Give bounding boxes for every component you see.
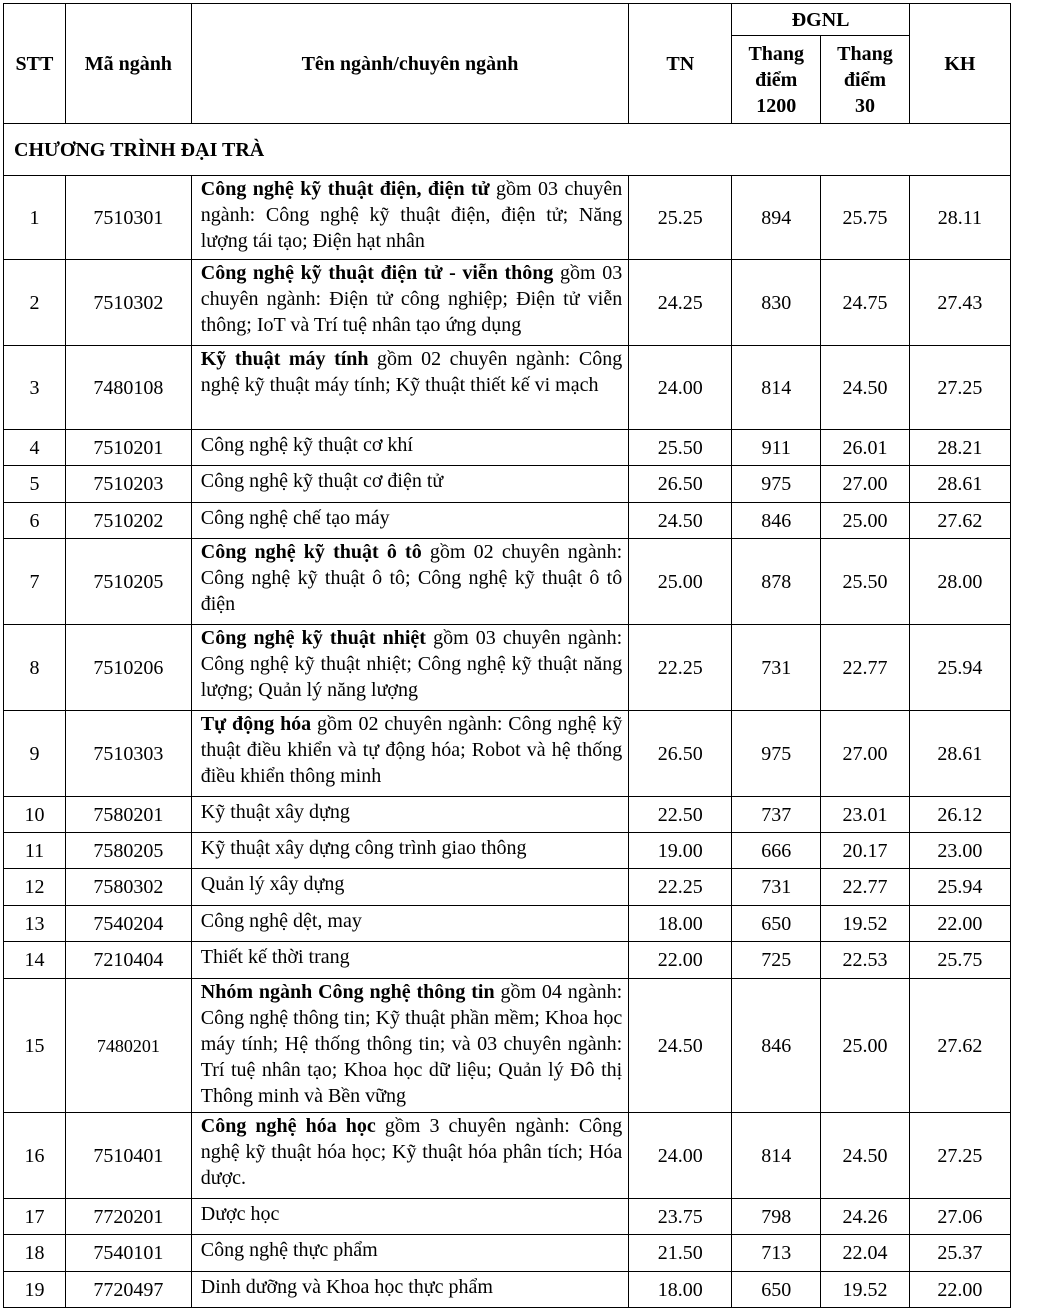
cell-kh: 28.11	[909, 176, 1010, 260]
cell-kh: 28.61	[909, 711, 1010, 797]
cell-tn: 22.00	[629, 942, 732, 979]
header-stt: STT	[4, 4, 66, 124]
header-dgnl: ĐGNL	[732, 4, 909, 36]
program-name-bold: Công nghệ hóa học	[200, 1115, 376, 1137]
cell-tn: 22.25	[629, 625, 732, 711]
cell-dgnl-1200: 737	[732, 797, 821, 833]
program-description: gồm 03 chuyên ngành: Công nghệ kỹ thuật điện, điện tử; Năng lượng tái tạo; Điện hạt nhân	[200, 178, 623, 252]
cell-stt: 3	[4, 346, 66, 430]
cell-tn: 19.00	[629, 833, 732, 869]
program-description: gồm 03 chuyên ngành: Công nghệ kỹ thuật nhiệt; Công nghệ kỹ thuật năng lượng; Quản lý năng lượng	[200, 627, 623, 701]
cell-stt: 2	[4, 260, 66, 346]
cell-kh: 26.12	[909, 797, 1010, 833]
header-thang-1200-line1: Thang	[748, 42, 805, 65]
cell-ma-nganh: 7580205	[65, 833, 191, 869]
cell-dgnl-30: 24.75	[821, 260, 910, 346]
program-description: Công nghệ kỹ thuật cơ khí	[200, 434, 413, 456]
cell-ten-nganh	[191, 833, 628, 869]
cell-ten-nganh	[191, 625, 628, 711]
table-row	[4, 430, 1011, 466]
cell-dgnl-30: 19.52	[821, 906, 910, 942]
cell-dgnl-1200: 666	[732, 833, 821, 869]
cell-tn: 23.75	[629, 1199, 732, 1235]
table-row	[4, 1199, 1011, 1235]
cell-stt: 17	[4, 1199, 66, 1235]
cell-kh: 27.25	[909, 346, 1010, 430]
cell-ma-nganh: 7480108	[65, 346, 191, 430]
cell-dgnl-30: 25.00	[821, 979, 910, 1113]
cell-stt: 16	[4, 1113, 66, 1199]
cell-stt: 14	[4, 942, 66, 979]
cell-ma-nganh: 7580201	[65, 797, 191, 833]
cell-dgnl-1200: 798	[732, 1199, 821, 1235]
cell-ma-nganh: 7510301	[65, 176, 191, 260]
cell-dgnl-30: 23.01	[821, 797, 910, 833]
table-row	[4, 260, 1011, 346]
cell-dgnl-1200: 878	[732, 539, 821, 625]
cell-dgnl-30: 20.17	[821, 833, 910, 869]
program-description: gồm 02 chuyên ngành: Công nghệ kỹ thuật điều khiển và tự động hóa; Robot và hệ thống điều khiển thông minh	[200, 713, 623, 787]
header-thang-30-line3: 30	[854, 94, 875, 117]
header-thang-1200-line3: 1200	[756, 94, 797, 117]
cell-ten-nganh	[191, 466, 628, 503]
cell-tn: 24.50	[629, 979, 732, 1113]
program-name-bold: Kỹ thuật máy tính	[200, 348, 369, 370]
table-row	[4, 539, 1011, 625]
program-description: Công nghệ chế tạo máy	[200, 507, 390, 529]
header-tn: TN	[629, 4, 732, 124]
table-row	[4, 942, 1011, 979]
cell-stt: 5	[4, 466, 66, 503]
cell-dgnl-1200: 814	[732, 1113, 821, 1199]
header-kh: KH	[909, 4, 1010, 124]
cell-stt: 19	[4, 1272, 66, 1308]
cell-ten-nganh	[191, 1199, 628, 1235]
cell-tn: 24.00	[629, 346, 732, 430]
cell-ma-nganh: 7540101	[65, 1235, 191, 1272]
cell-dgnl-1200: 975	[732, 466, 821, 503]
cell-kh: 22.00	[909, 906, 1010, 942]
table-row	[4, 979, 1011, 1113]
cell-dgnl-30: 27.00	[821, 711, 910, 797]
table-row	[4, 833, 1011, 869]
cell-ten-nganh	[191, 1113, 628, 1199]
cell-ma-nganh: 7510303	[65, 711, 191, 797]
cell-tn: 26.50	[629, 711, 732, 797]
program-description: gồm 04 ngành: Công nghệ thông tin; Kỹ thuật phần mềm; Khoa học máy tính; Hệ thống thông tin; và 03 chuyên ngành: Trí tuệ nhân tạo; Khoa học dữ liệu; Quản lý Đô thị Thông minh và Bền vững	[200, 981, 623, 1107]
cell-kh: 25.94	[909, 625, 1010, 711]
header-thang-30-line1: Thang	[837, 42, 893, 65]
cell-dgnl-1200: 731	[732, 625, 821, 711]
table-row	[4, 503, 1011, 539]
cell-dgnl-30: 25.50	[821, 539, 910, 625]
program-description: Thiết kế thời trang	[200, 946, 350, 968]
cell-dgnl-30: 24.50	[821, 346, 910, 430]
cell-dgnl-1200: 814	[732, 346, 821, 430]
program-name-bold: Công nghệ kỹ thuật điện tử - viễn thông	[200, 262, 554, 284]
cell-ten-nganh	[191, 1272, 628, 1308]
program-description: Kỹ thuật xây dựng	[200, 801, 350, 823]
program-name-bold: Công nghệ kỹ thuật nhiệt	[200, 627, 426, 649]
cell-ten-nganh	[191, 797, 628, 833]
cell-ten-nganh	[191, 711, 628, 797]
cell-tn: 25.25	[629, 176, 732, 260]
cell-dgnl-1200: 650	[732, 1272, 821, 1308]
cell-ten-nganh	[191, 979, 628, 1113]
cell-ten-nganh	[191, 942, 628, 979]
cell-tn: 22.25	[629, 869, 732, 906]
cell-kh: 27.25	[909, 1113, 1010, 1199]
cell-kh: 25.94	[909, 869, 1010, 906]
cell-kh: 28.00	[909, 539, 1010, 625]
table-row	[4, 797, 1011, 833]
program-name-bold: Tự động hóa	[200, 713, 312, 735]
cell-stt: 13	[4, 906, 66, 942]
cell-dgnl-1200: 713	[732, 1235, 821, 1272]
table-row	[4, 1113, 1011, 1199]
cell-dgnl-1200: 830	[732, 260, 821, 346]
program-description: gồm 03 chuyên ngành: Điện tử công nghiệp; Điện tử viễn thông; IoT và Trí tuệ nhân tạo ứng dụng	[200, 262, 623, 336]
program-description: Kỹ thuật xây dựng công trình giao thông	[200, 837, 527, 859]
cell-kh: 28.61	[909, 466, 1010, 503]
cell-kh: 23.00	[909, 833, 1010, 869]
cell-tn: 22.50	[629, 797, 732, 833]
cell-ten-nganh	[191, 503, 628, 539]
cell-ma-nganh: 7210404	[65, 942, 191, 979]
cell-dgnl-30: 22.53	[821, 942, 910, 979]
header-ma-nganh: Mã ngành	[65, 4, 191, 124]
cell-tn: 18.00	[629, 1272, 732, 1308]
table-body	[4, 124, 1011, 1308]
cell-ten-nganh	[191, 539, 628, 625]
cell-kh: 28.21	[909, 430, 1010, 466]
cell-stt: 12	[4, 869, 66, 906]
header-thang-30-line2: điểm	[843, 68, 887, 91]
cell-ma-nganh: 7720497	[65, 1272, 191, 1308]
cell-dgnl-30: 26.01	[821, 430, 910, 466]
program-description: Công nghệ dệt, may	[200, 910, 362, 932]
cell-kh: 27.62	[909, 503, 1010, 539]
cell-ten-nganh	[191, 176, 628, 260]
cell-dgnl-1200: 975	[732, 711, 821, 797]
program-name-bold: Nhóm ngành Công nghệ thông tin	[200, 981, 495, 1003]
cell-ma-nganh: 7510202	[65, 503, 191, 539]
program-description: Công nghệ thực phẩm	[200, 1239, 378, 1261]
cell-ma-nganh: 7510206	[65, 625, 191, 711]
program-description: gồm 3 chuyên ngành: Công nghệ kỹ thuật hóa học; Kỹ thuật hóa phân tích; Hóa dược.	[200, 1115, 623, 1189]
cell-tn: 26.50	[629, 466, 732, 503]
cell-ten-nganh	[191, 869, 628, 906]
cell-ten-nganh	[191, 430, 628, 466]
header-thang-30	[821, 36, 910, 124]
cell-dgnl-30: 25.75	[821, 176, 910, 260]
table-row	[4, 346, 1011, 430]
cell-ma-nganh: 7510203	[65, 466, 191, 503]
header-ten-nganh: Tên ngành/chuyên ngành	[191, 4, 628, 124]
cell-kh: 22.00	[909, 1272, 1010, 1308]
admission-score-table	[3, 3, 1011, 1308]
cell-tn: 21.50	[629, 1235, 732, 1272]
cell-stt: 6	[4, 503, 66, 539]
section-title: CHƯƠNG TRÌNH ĐẠI TRÀ	[4, 124, 1011, 176]
cell-dgnl-1200: 846	[732, 503, 821, 539]
cell-ten-nganh	[191, 346, 628, 430]
table-row	[4, 1235, 1011, 1272]
cell-dgnl-30: 19.52	[821, 1272, 910, 1308]
table-row	[4, 906, 1011, 942]
cell-dgnl-30: 22.04	[821, 1235, 910, 1272]
cell-kh: 27.62	[909, 979, 1010, 1113]
cell-stt: 7	[4, 539, 66, 625]
cell-kh: 25.37	[909, 1235, 1010, 1272]
table-row	[4, 625, 1011, 711]
cell-tn: 24.25	[629, 260, 732, 346]
table-row	[4, 711, 1011, 797]
cell-ma-nganh: 7510302	[65, 260, 191, 346]
cell-ten-nganh	[191, 906, 628, 942]
cell-dgnl-30: 25.00	[821, 503, 910, 539]
table-row	[4, 1272, 1011, 1308]
program-name-bold: Công nghệ kỹ thuật điện, điện tử	[200, 178, 490, 200]
cell-kh: 25.75	[909, 942, 1010, 979]
program-description: Quản lý xây dựng	[200, 873, 345, 895]
table-row	[4, 869, 1011, 906]
cell-ma-nganh: 7510201	[65, 430, 191, 466]
cell-dgnl-30: 22.77	[821, 869, 910, 906]
cell-ma-nganh: 7540204	[65, 906, 191, 942]
cell-stt: 15	[4, 979, 66, 1113]
cell-kh: 27.43	[909, 260, 1010, 346]
cell-kh: 27.06	[909, 1199, 1010, 1235]
cell-tn: 25.00	[629, 539, 732, 625]
cell-dgnl-30: 24.50	[821, 1113, 910, 1199]
program-description: gồm 02 chuyên ngành: Công nghệ kỹ thuật máy tính; Kỹ thuật thiết kế vi mạch	[200, 348, 623, 396]
cell-ma-nganh: 7580302	[65, 869, 191, 906]
table-row	[4, 466, 1011, 503]
cell-stt: 8	[4, 625, 66, 711]
cell-ten-nganh	[191, 260, 628, 346]
cell-dgnl-1200: 650	[732, 906, 821, 942]
header-thang-1200-line2: điểm	[755, 68, 798, 91]
cell-tn: 18.00	[629, 906, 732, 942]
cell-dgnl-30: 27.00	[821, 466, 910, 503]
cell-dgnl-30: 24.26	[821, 1199, 910, 1235]
cell-stt: 1	[4, 176, 66, 260]
cell-stt: 4	[4, 430, 66, 466]
cell-dgnl-1200: 911	[732, 430, 821, 466]
program-description: Công nghệ kỹ thuật cơ điện tử	[200, 470, 444, 492]
header-thang-1200	[732, 36, 821, 124]
table-row	[4, 176, 1011, 260]
table-header	[4, 4, 1011, 124]
cell-stt: 9	[4, 711, 66, 797]
cell-ma-nganh: 7480201	[65, 979, 191, 1113]
program-description: gồm 02 chuyên ngành: Công nghệ kỹ thuật ô tô; Công nghệ kỹ thuật ô tô điện	[200, 541, 623, 615]
cell-ma-nganh: 7510401	[65, 1113, 191, 1199]
cell-ten-nganh	[191, 1235, 628, 1272]
program-description: Dinh dưỡng và Khoa học thực phẩm	[200, 1276, 493, 1298]
cell-tn: 24.00	[629, 1113, 732, 1199]
program-name-bold: Công nghệ kỹ thuật ô tô	[200, 541, 422, 563]
cell-dgnl-1200: 894	[732, 176, 821, 260]
program-description: Dược học	[200, 1203, 280, 1225]
cell-dgnl-30: 22.77	[821, 625, 910, 711]
cell-dgnl-1200: 725	[732, 942, 821, 979]
cell-ma-nganh: 7510205	[65, 539, 191, 625]
cell-dgnl-1200: 846	[732, 979, 821, 1113]
cell-stt: 10	[4, 797, 66, 833]
cell-stt: 11	[4, 833, 66, 869]
cell-ma-nganh: 7720201	[65, 1199, 191, 1235]
cell-tn: 25.50	[629, 430, 732, 466]
cell-tn: 24.50	[629, 503, 732, 539]
cell-dgnl-1200: 731	[732, 869, 821, 906]
cell-stt: 18	[4, 1235, 66, 1272]
